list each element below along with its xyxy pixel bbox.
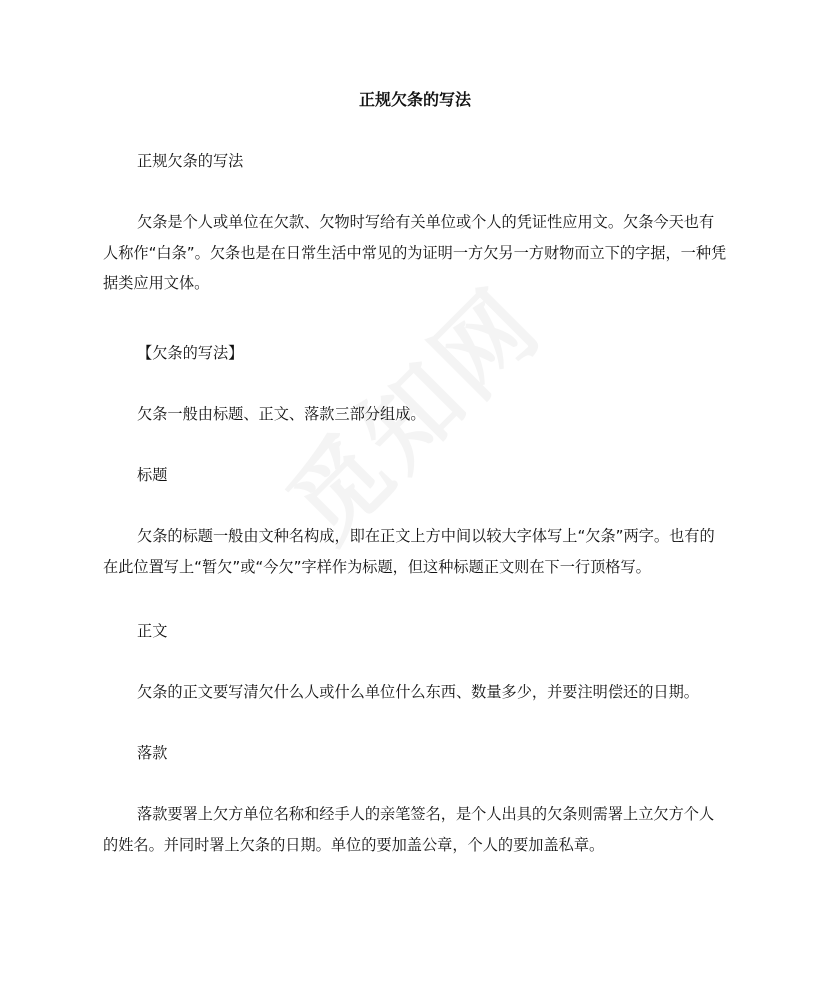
paragraph-heading-title: 标题 — [137, 466, 168, 484]
paragraph-structure: 欠条一般由标题、正文、落款三部分组成。 — [137, 405, 426, 423]
document-title: 正规欠条的写法 — [358, 90, 471, 109]
paragraph-intro: 欠条是个人或单位在欠款、欠物时写给有关单位或个人的凭证性应用文。欠条今天也有人称作“白条”。欠条也是在日常生活中常见的为证明一方欠另一方财物而立下的字据，一种凭据类应用文体。 — [103, 213, 727, 292]
paragraph-section-heading: 【欠条的写法】 — [137, 344, 244, 362]
paragraph-signature-body: 落款要署上欠方单位名称和经手人的亲笔签名，是个人出具的欠条则需署上立欠方个人的姓名。并同时署上欠条的日期。单位的要加盖公章，个人的要加盖私章。 — [103, 805, 715, 854]
paragraph-body-text: 欠条的正文要写清欠什么人或什么单位什么东西、数量多少，并要注明偿还的日期。 — [137, 683, 699, 701]
paragraph-subtitle: 正规欠条的写法 — [137, 152, 244, 170]
paragraph-heading-body: 正文 — [137, 622, 168, 640]
paragraph-title-body: 欠条的标题一般由文种名构成，即在正文上方中间以较大字体写上“欠条”两字。也有的在此位置写上“暂欠”或“今欠”字样作为标题，但这种标题正文则在下一行顶格写。 — [103, 527, 715, 576]
paragraph-heading-signature: 落款 — [137, 744, 168, 762]
